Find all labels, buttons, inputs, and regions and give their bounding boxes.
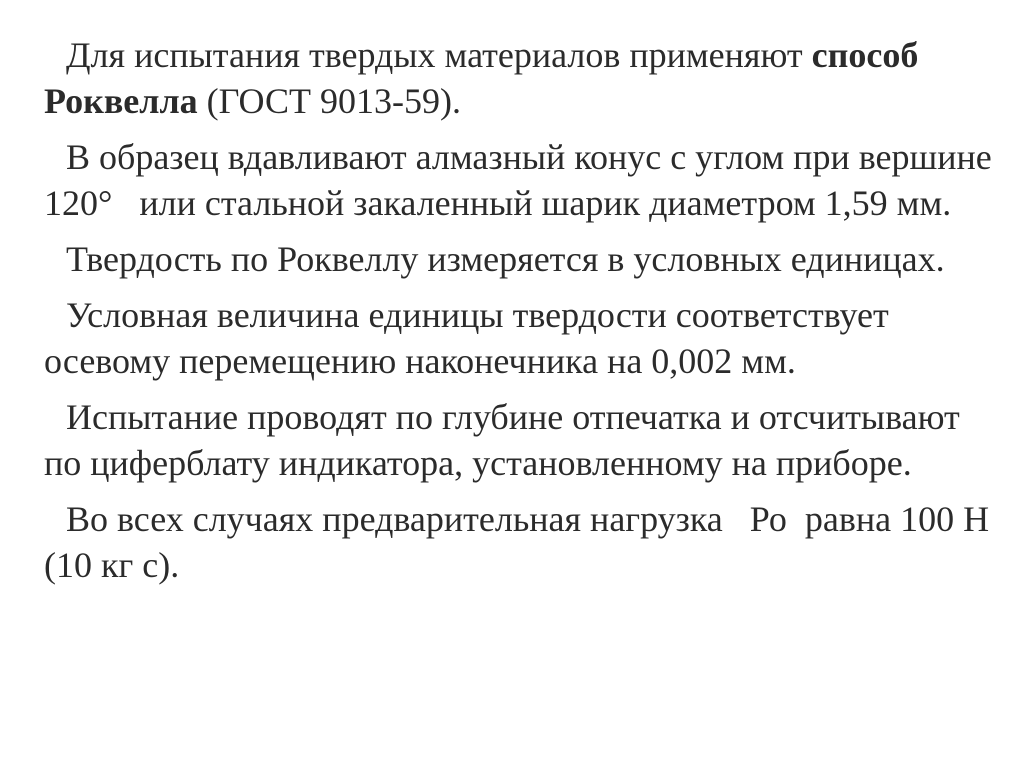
paragraph-text: Условная величина единицы твердости соответствует осевому перемещению наконечника на 0,002 мм. bbox=[44, 295, 889, 381]
paragraph-text: Для испытания твердых материалов применяют bbox=[66, 35, 812, 75]
paragraph-text: равна 100 Н (10 кг с). bbox=[44, 499, 990, 585]
paragraph-indenter bbox=[44, 134, 994, 226]
bold-term: способ Роквелла bbox=[44, 35, 919, 121]
slide-body bbox=[44, 32, 994, 598]
paragraph-measurement bbox=[44, 394, 994, 486]
paragraph-text: В образец вдавливают алмазный конус с углом при вершине 120° bbox=[44, 137, 992, 223]
paragraph-rockwell-method bbox=[44, 32, 994, 124]
paragraph-preload bbox=[44, 496, 994, 588]
paragraph-unit-definition bbox=[44, 292, 994, 384]
paragraph-text: Испытание проводят по глубине отпечатка и отсчитывают по циферблату индикатора, установленному на приборе. bbox=[44, 397, 960, 483]
paragraph-text: Твердость по Роквеллу измеряется в условных единицах. bbox=[66, 239, 945, 279]
paragraph-text: Во всех случаях предварительная нагрузка bbox=[66, 499, 723, 539]
paragraph-units bbox=[44, 236, 994, 282]
paragraph-text: или стальной закаленный шарик диаметром 1,59 мм. bbox=[139, 183, 952, 223]
paragraph-text: Ро bbox=[749, 499, 787, 539]
paragraph-text: (ГОСТ 9013-59). bbox=[197, 81, 461, 121]
